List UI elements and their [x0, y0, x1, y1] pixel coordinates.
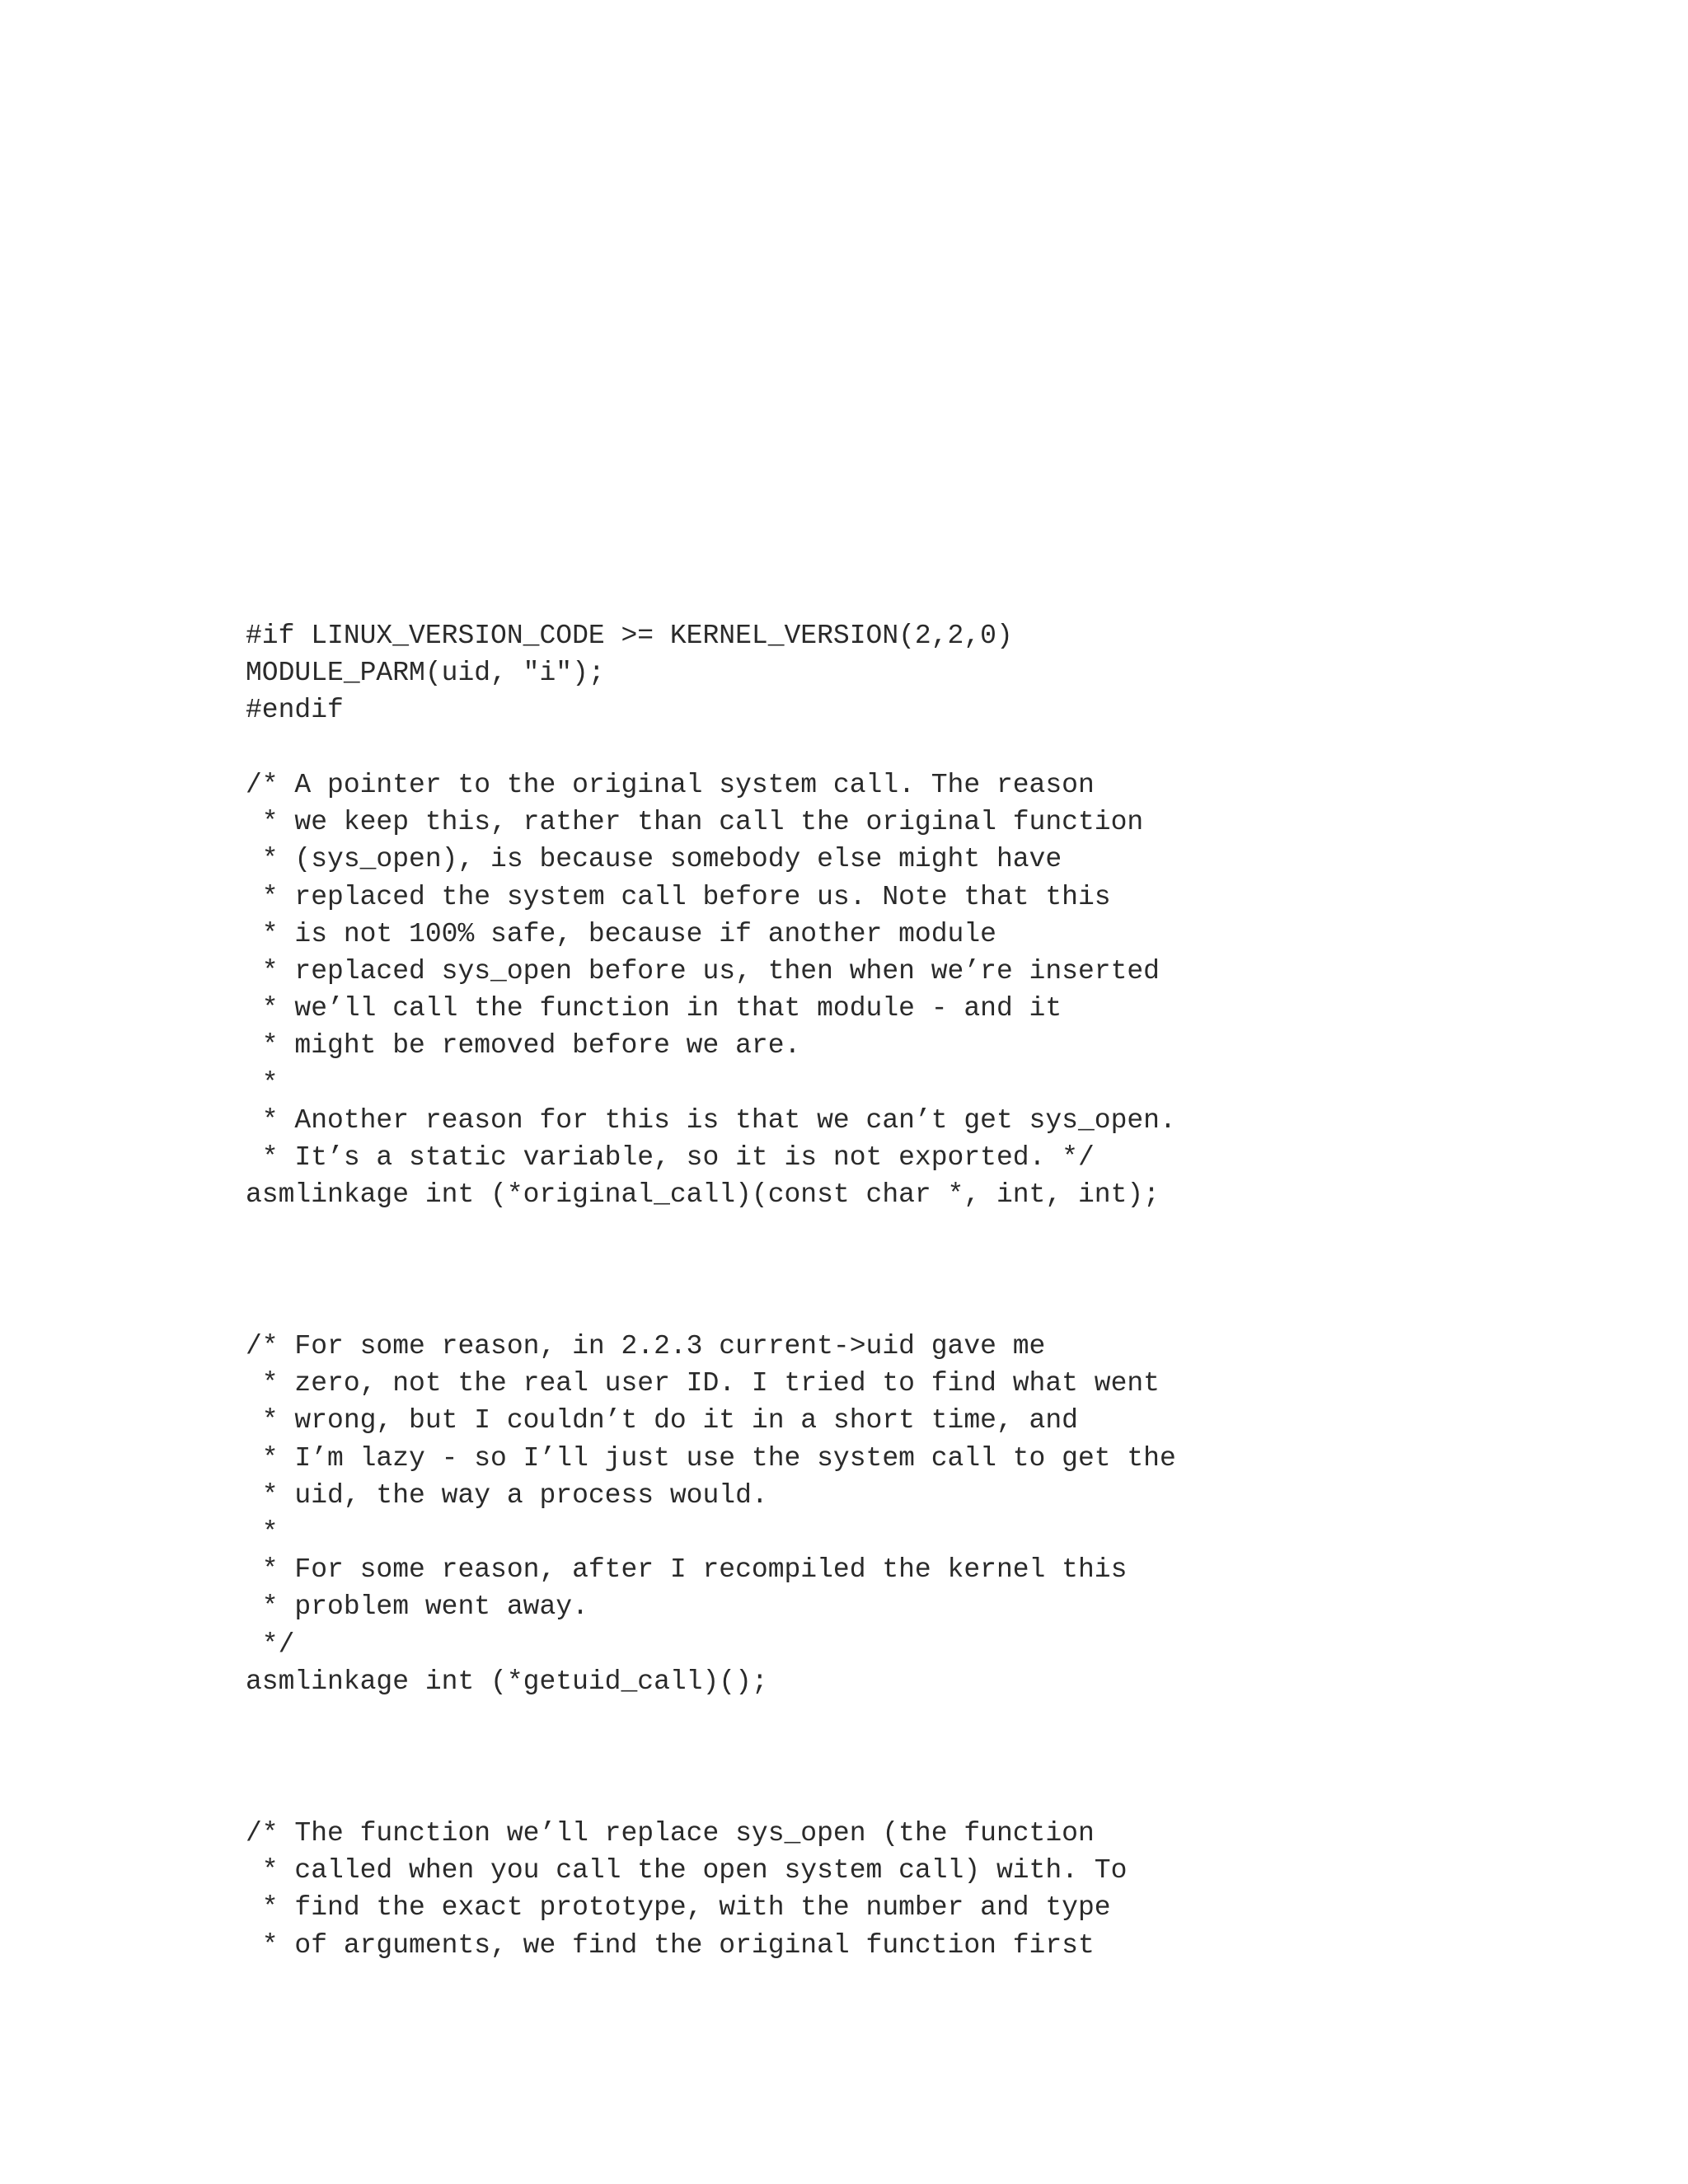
preprocessor-block [246, 617, 1564, 729]
code-line: /* For some reason, in 2.2.3 current->uid gave me [246, 1331, 1046, 1361]
code-line: #if LINUX_VERSION_CODE >= KERNEL_VERSION(2,2,0) [246, 621, 1013, 651]
code-line: * uid, the way a process would. [246, 1479, 768, 1511]
original-call-block [246, 766, 1564, 1213]
code-line: * zero, not the real user ID. I tried to find what went [246, 1368, 1160, 1399]
code-line: * [246, 1067, 279, 1099]
code-line: * replaced sys_open before us, then when we’re inserted [246, 955, 1160, 987]
code-line: * problem went away. [246, 1591, 588, 1623]
code-line: /* The function we’ll replace sys_open (the function [246, 1818, 1095, 1849]
code-line: * Another reason for this is that we can’t get sys_open. [246, 1104, 1176, 1136]
code-line: asmlinkage int (*original_call)(const char *, int, int); [246, 1179, 1160, 1211]
code-line: * (sys_open), is because somebody else might have [246, 844, 1062, 875]
getuid-call-block [246, 1328, 1564, 1700]
code-line: * might be removed before we are. [246, 1030, 801, 1062]
code-line: MODULE_PARM(uid, "i"); [246, 658, 605, 689]
code-line: * called when you call the open system call) with. To [246, 1855, 1128, 1886]
code-line: * I’m lazy - so I’ll just use the system call to get the [246, 1442, 1176, 1474]
code-line: * replaced the system call before us. Note that this [246, 881, 1111, 912]
code-line: * find the exact prototype, with the number and type [246, 1892, 1111, 1924]
code-line: /* A pointer to the original system call. The reason [246, 770, 1095, 800]
code-line: * It’s a static variable, so it is not exported. */ [246, 1141, 1095, 1173]
code-line: * wrong, but I couldn’t do it in a short time, and [246, 1405, 1078, 1436]
code-line: * For some reason, after I recompiled the kernel this [246, 1554, 1128, 1586]
replacement-function-block [246, 1815, 1564, 1964]
code-line: * we’ll call the function in that module - and it [246, 993, 1062, 1024]
code-line: */ [246, 1629, 295, 1660]
code-line: * we keep this, rather than call the original function [246, 807, 1144, 838]
code-line: * of arguments, we find the original function first [246, 1929, 1095, 1961]
code-line: #endif [246, 695, 344, 726]
code-line: * [246, 1516, 279, 1548]
code-line: * is not 100% safe, because if another module [246, 918, 996, 949]
code-line: asmlinkage int (*getuid_call)(); [246, 1666, 768, 1697]
